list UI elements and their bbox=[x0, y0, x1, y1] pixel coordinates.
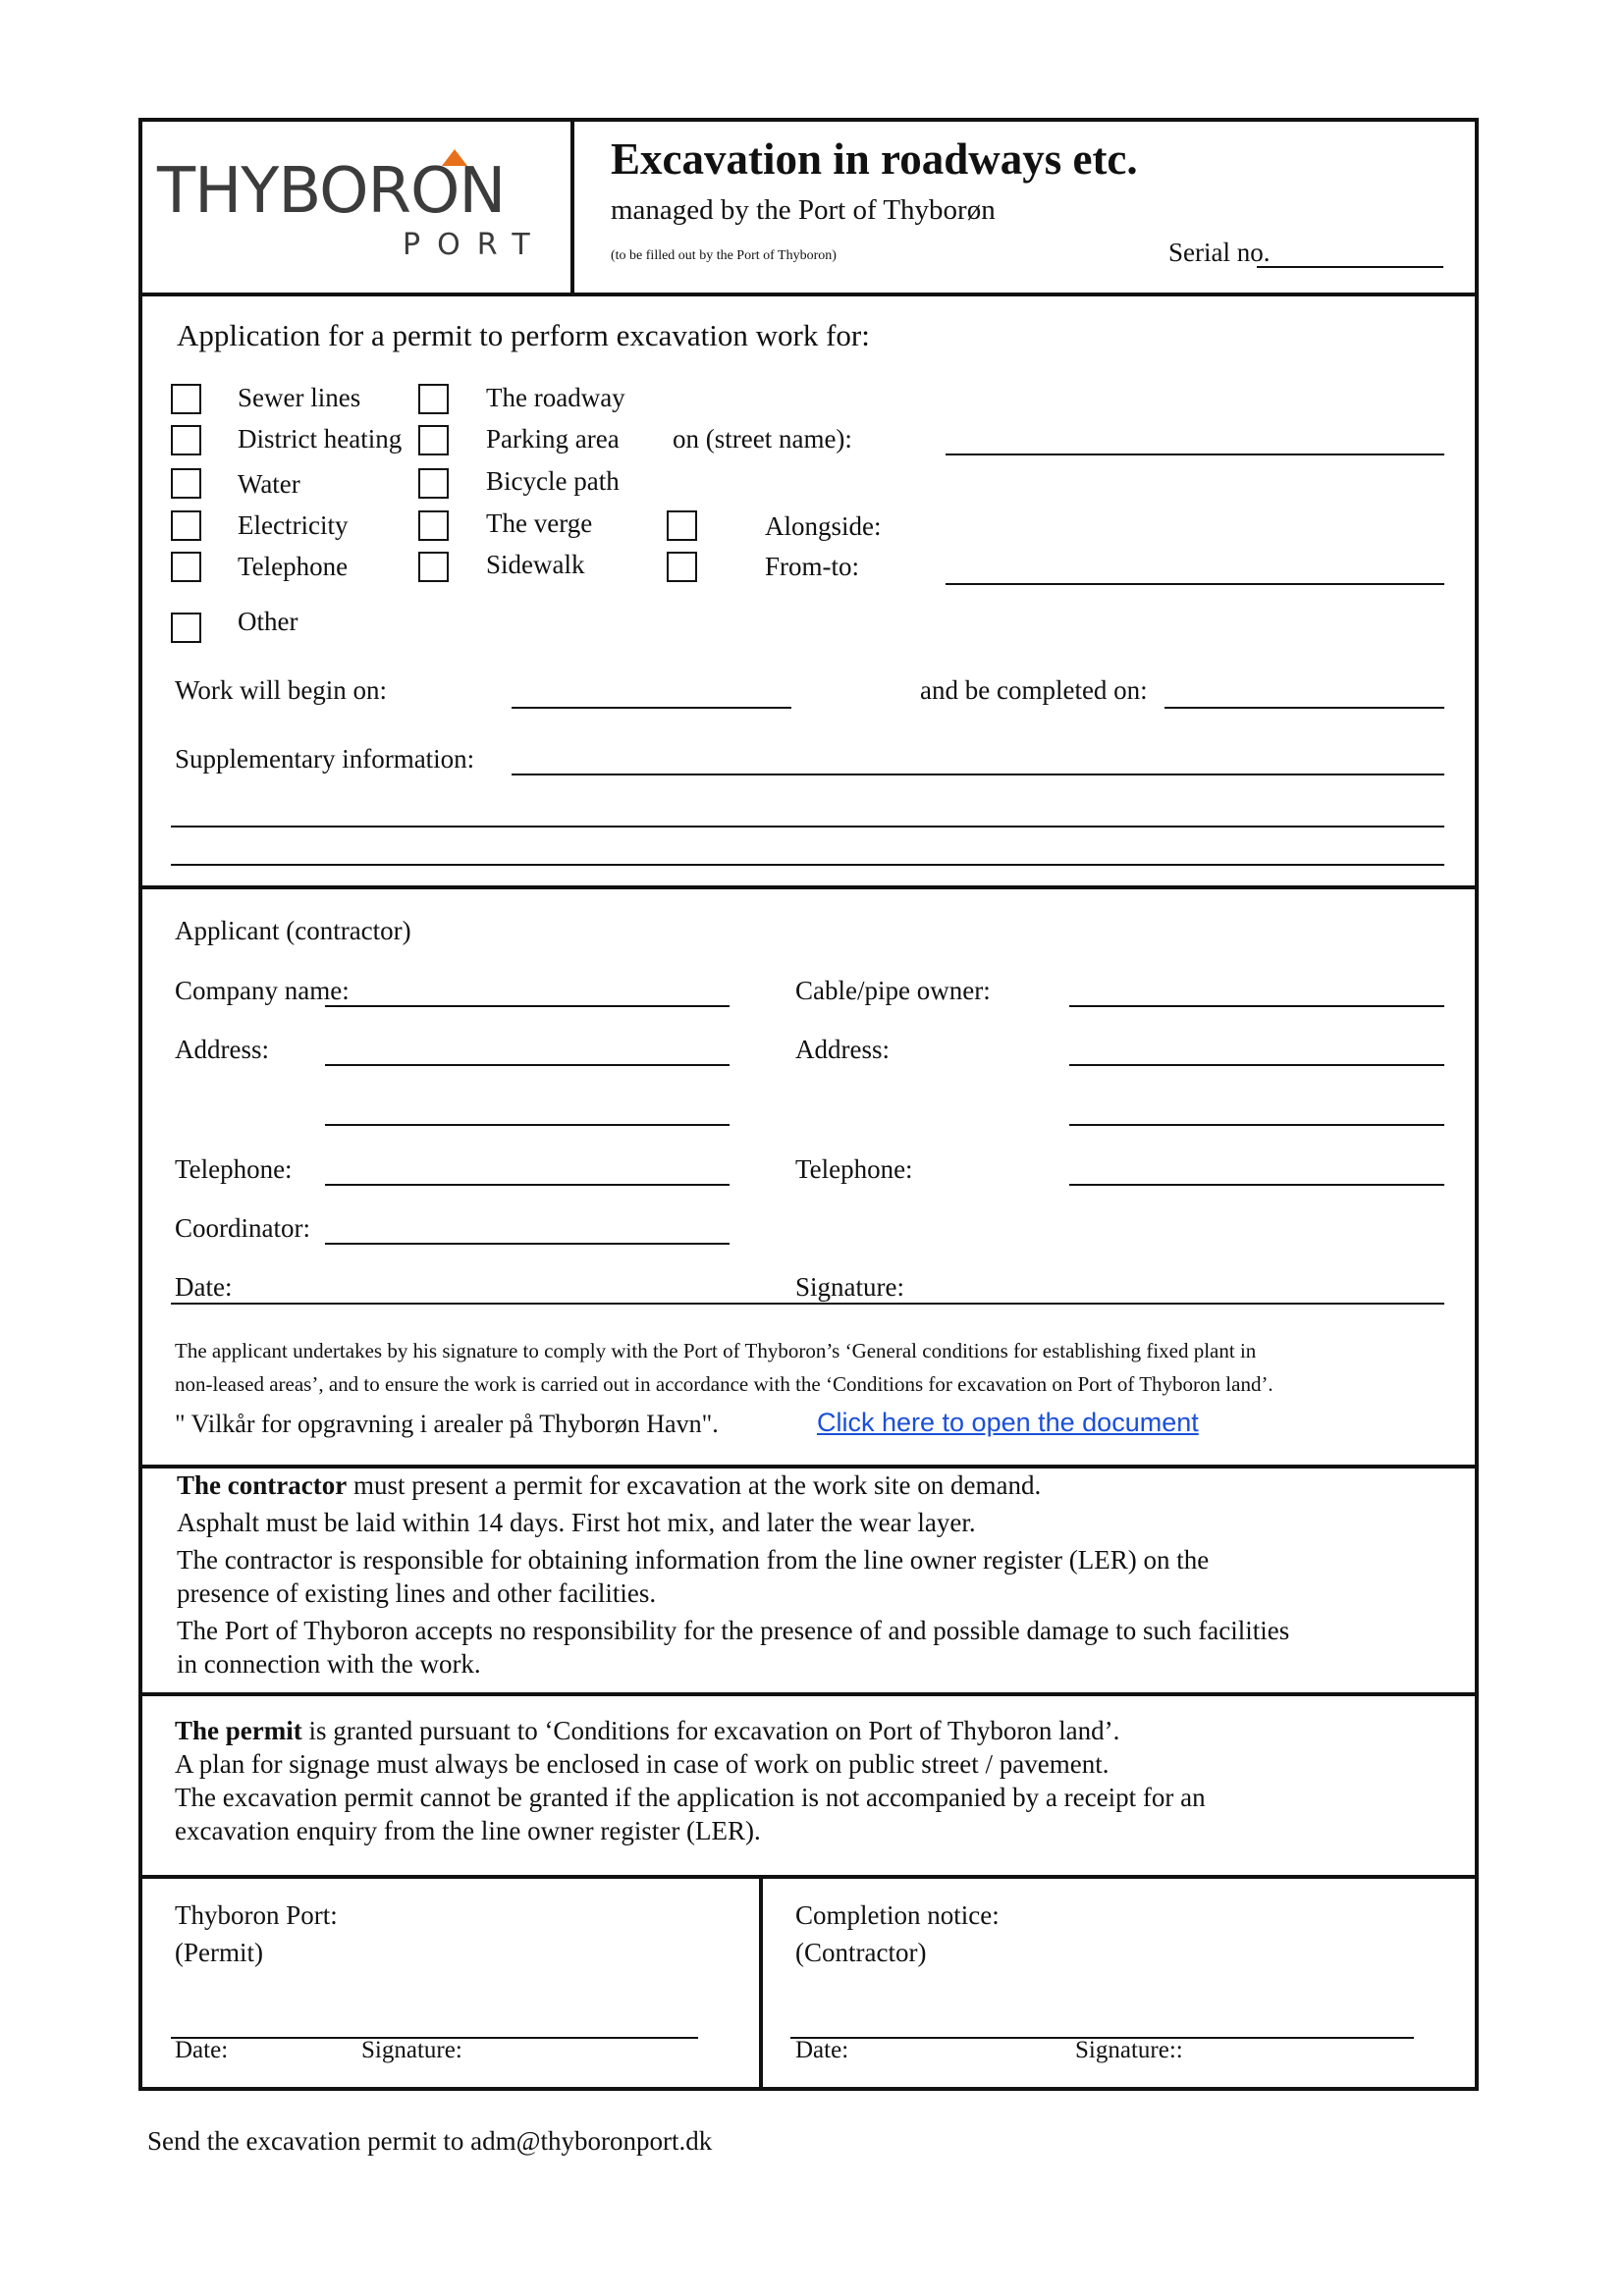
street-name-label: on (street name): bbox=[673, 424, 852, 454]
coordinator-field[interactable] bbox=[325, 1243, 730, 1245]
label-water: Water bbox=[238, 469, 300, 499]
address-label: Address: bbox=[175, 1035, 269, 1064]
permit-line-3: The excavation permit cannot be granted if the application is not accompanied by a receipt for an bbox=[175, 1783, 1206, 1812]
divider-header bbox=[138, 293, 1479, 296]
begin-date-field[interactable] bbox=[512, 707, 791, 709]
supplementary-info-label: Supplementary information: bbox=[175, 744, 475, 774]
owner-label: Cable/pipe owner: bbox=[795, 976, 991, 1005]
page-subtitle: managed by the Port of Thyborøn bbox=[611, 194, 996, 226]
undertaking-text-2: non-leased areas’, and to ensure the work is carried out in accordance with the ‘Conditions for excavation on Port of Thyboron land’. bbox=[175, 1372, 1273, 1396]
logo-wordmark: THYBORON bbox=[157, 155, 506, 228]
checkbox-verge[interactable] bbox=[418, 510, 449, 541]
divider-footer-vertical bbox=[759, 1875, 763, 2091]
fill-note: (to be filled out by the Port of Thyboron) bbox=[611, 248, 837, 263]
label-district-heating: District heating bbox=[238, 424, 403, 454]
checkbox-other[interactable] bbox=[171, 613, 201, 643]
coordinator-label: Coordinator: bbox=[175, 1213, 310, 1243]
alongside-label: Alongside: bbox=[765, 511, 882, 541]
telephone-label: Telephone: bbox=[175, 1154, 293, 1184]
contractor-line-2: Asphalt must be laid within 14 days. First hot mix, and later the wear layer. bbox=[177, 1508, 976, 1537]
application-heading: Application for a permit to perform excavation work for: bbox=[177, 318, 870, 352]
permit-line-4: excavation enquiry from the line owner register (LER). bbox=[175, 1816, 761, 1845]
undertaking-text-1: The applicant undertakes by his signature to comply with the Port of Thyboron’s ‘General conditions for establishing fixed plant in bbox=[175, 1339, 1257, 1362]
checkbox-electricity[interactable] bbox=[171, 510, 201, 541]
completion-date-label: and be completed on: bbox=[920, 675, 1148, 705]
owner-address-label: Address: bbox=[795, 1035, 890, 1064]
label-sewer-lines: Sewer lines bbox=[238, 383, 361, 412]
contractor-line-1 bbox=[177, 1472, 1041, 1499]
telephone-field[interactable] bbox=[325, 1184, 730, 1186]
contractor-line-3: The contractor is responsible for obtaining information from the line owner register (LER) on the bbox=[177, 1545, 1210, 1575]
divider-contractor bbox=[138, 1692, 1479, 1696]
company-name-field[interactable] bbox=[325, 1005, 730, 1007]
send-note: Send the excavation permit to adm@thyboronport.dk bbox=[147, 2126, 713, 2156]
date-signature-line[interactable] bbox=[171, 1303, 1444, 1305]
contractor-line-1-rest: must present a permit for excavation at the work site on demand. bbox=[347, 1470, 1042, 1500]
logo-accent-icon bbox=[442, 149, 467, 166]
label-parking-area: Parking area bbox=[486, 424, 620, 454]
permit-line-2: A plan for signage must always be enclosed in case of work on public street / pavement. bbox=[175, 1749, 1110, 1779]
company-name-label: Company name: bbox=[175, 976, 350, 1005]
checkbox-bicycle-path[interactable] bbox=[418, 468, 449, 499]
from-to-field[interactable] bbox=[946, 583, 1444, 585]
port-logo bbox=[157, 147, 560, 265]
divider-application bbox=[138, 885, 1479, 889]
begin-date-label: Work will begin on: bbox=[175, 675, 388, 705]
divider-permit bbox=[138, 1875, 1479, 1879]
conditions-quote: " Vilkår for opgravning i arealer på Thyborøn Havn". bbox=[175, 1410, 719, 1438]
logo-subtitle: PORT bbox=[403, 228, 547, 262]
port-signature-label: Signature: bbox=[361, 2037, 462, 2063]
checkbox-sewer-lines[interactable] bbox=[171, 384, 201, 414]
label-electricity: Electricity bbox=[238, 510, 349, 540]
page-title: Excavation in roadways etc. bbox=[611, 134, 1138, 184]
owner-address-field-1[interactable] bbox=[1069, 1064, 1444, 1066]
owner-telephone-field[interactable] bbox=[1069, 1184, 1444, 1186]
owner-telephone-label: Telephone: bbox=[795, 1154, 913, 1184]
contractor-line-4: presence of existing lines and other facilities. bbox=[177, 1578, 657, 1608]
permit-bold: The permit bbox=[175, 1716, 302, 1745]
checkbox-sidewalk[interactable] bbox=[418, 552, 449, 582]
owner-field[interactable] bbox=[1069, 1005, 1444, 1007]
port-permit-sub: (Permit) bbox=[175, 1938, 263, 1967]
supplementary-info-line-3[interactable] bbox=[171, 864, 1444, 866]
applicant-heading: Applicant (contractor) bbox=[175, 916, 411, 945]
label-roadway: The roadway bbox=[486, 383, 625, 412]
divider-applicant bbox=[138, 1465, 1479, 1468]
permit-line-1-rest: is granted pursuant to ‘Conditions for excavation on Port of Thyboron land’. bbox=[301, 1716, 1120, 1745]
divider-header-vertical bbox=[570, 118, 574, 294]
serial-number-field[interactable] bbox=[1257, 266, 1443, 268]
owner-address-field-2[interactable] bbox=[1069, 1124, 1444, 1126]
checkbox-roadway[interactable] bbox=[418, 384, 449, 414]
applicant-signature-label: Signature: bbox=[795, 1272, 904, 1302]
completion-notice-title: Completion notice: bbox=[795, 1900, 1000, 1930]
supplementary-info-line-2[interactable] bbox=[171, 826, 1444, 828]
completion-notice-sub: (Contractor) bbox=[795, 1938, 927, 1967]
checkbox-water[interactable] bbox=[171, 468, 201, 499]
completion-date-field[interactable] bbox=[1164, 707, 1444, 709]
port-date-label: Date: bbox=[175, 2037, 229, 2063]
address-field-2[interactable] bbox=[325, 1124, 730, 1126]
from-to-label: From-to: bbox=[765, 552, 860, 581]
completion-date-label-footer: Date: bbox=[795, 2037, 849, 2063]
supplementary-info-field[interactable] bbox=[512, 774, 1444, 775]
label-sidewalk: Sidewalk bbox=[486, 550, 585, 579]
checkbox-telephone[interactable] bbox=[171, 552, 201, 582]
open-document-link[interactable]: Click here to open the document bbox=[817, 1408, 1199, 1437]
checkbox-district-heating[interactable] bbox=[171, 425, 201, 455]
permit-line-1 bbox=[175, 1718, 1119, 1744]
applicant-date-label: Date: bbox=[175, 1272, 233, 1302]
contractor-bold: The contractor bbox=[177, 1470, 348, 1500]
checkbox-from-to[interactable] bbox=[667, 552, 697, 582]
checkbox-alongside[interactable] bbox=[667, 510, 697, 541]
checkbox-parking-area[interactable] bbox=[418, 425, 449, 455]
street-name-field[interactable] bbox=[946, 454, 1444, 455]
label-verge: The verge bbox=[486, 508, 593, 538]
contractor-line-6: in connection with the work. bbox=[177, 1649, 481, 1679]
label-telephone: Telephone bbox=[238, 552, 349, 581]
address-field-1[interactable] bbox=[325, 1064, 730, 1066]
completion-signature-label: Signature:: bbox=[1075, 2037, 1183, 2063]
label-other: Other bbox=[238, 607, 298, 636]
contractor-line-5: The Port of Thyboron accepts no responsibility for the presence of and possible damage to such facilities bbox=[177, 1616, 1290, 1645]
label-bicycle-path: Bicycle path bbox=[486, 466, 620, 496]
serial-label: Serial no. bbox=[1168, 238, 1271, 267]
port-permit-title: Thyboron Port: bbox=[175, 1900, 338, 1930]
